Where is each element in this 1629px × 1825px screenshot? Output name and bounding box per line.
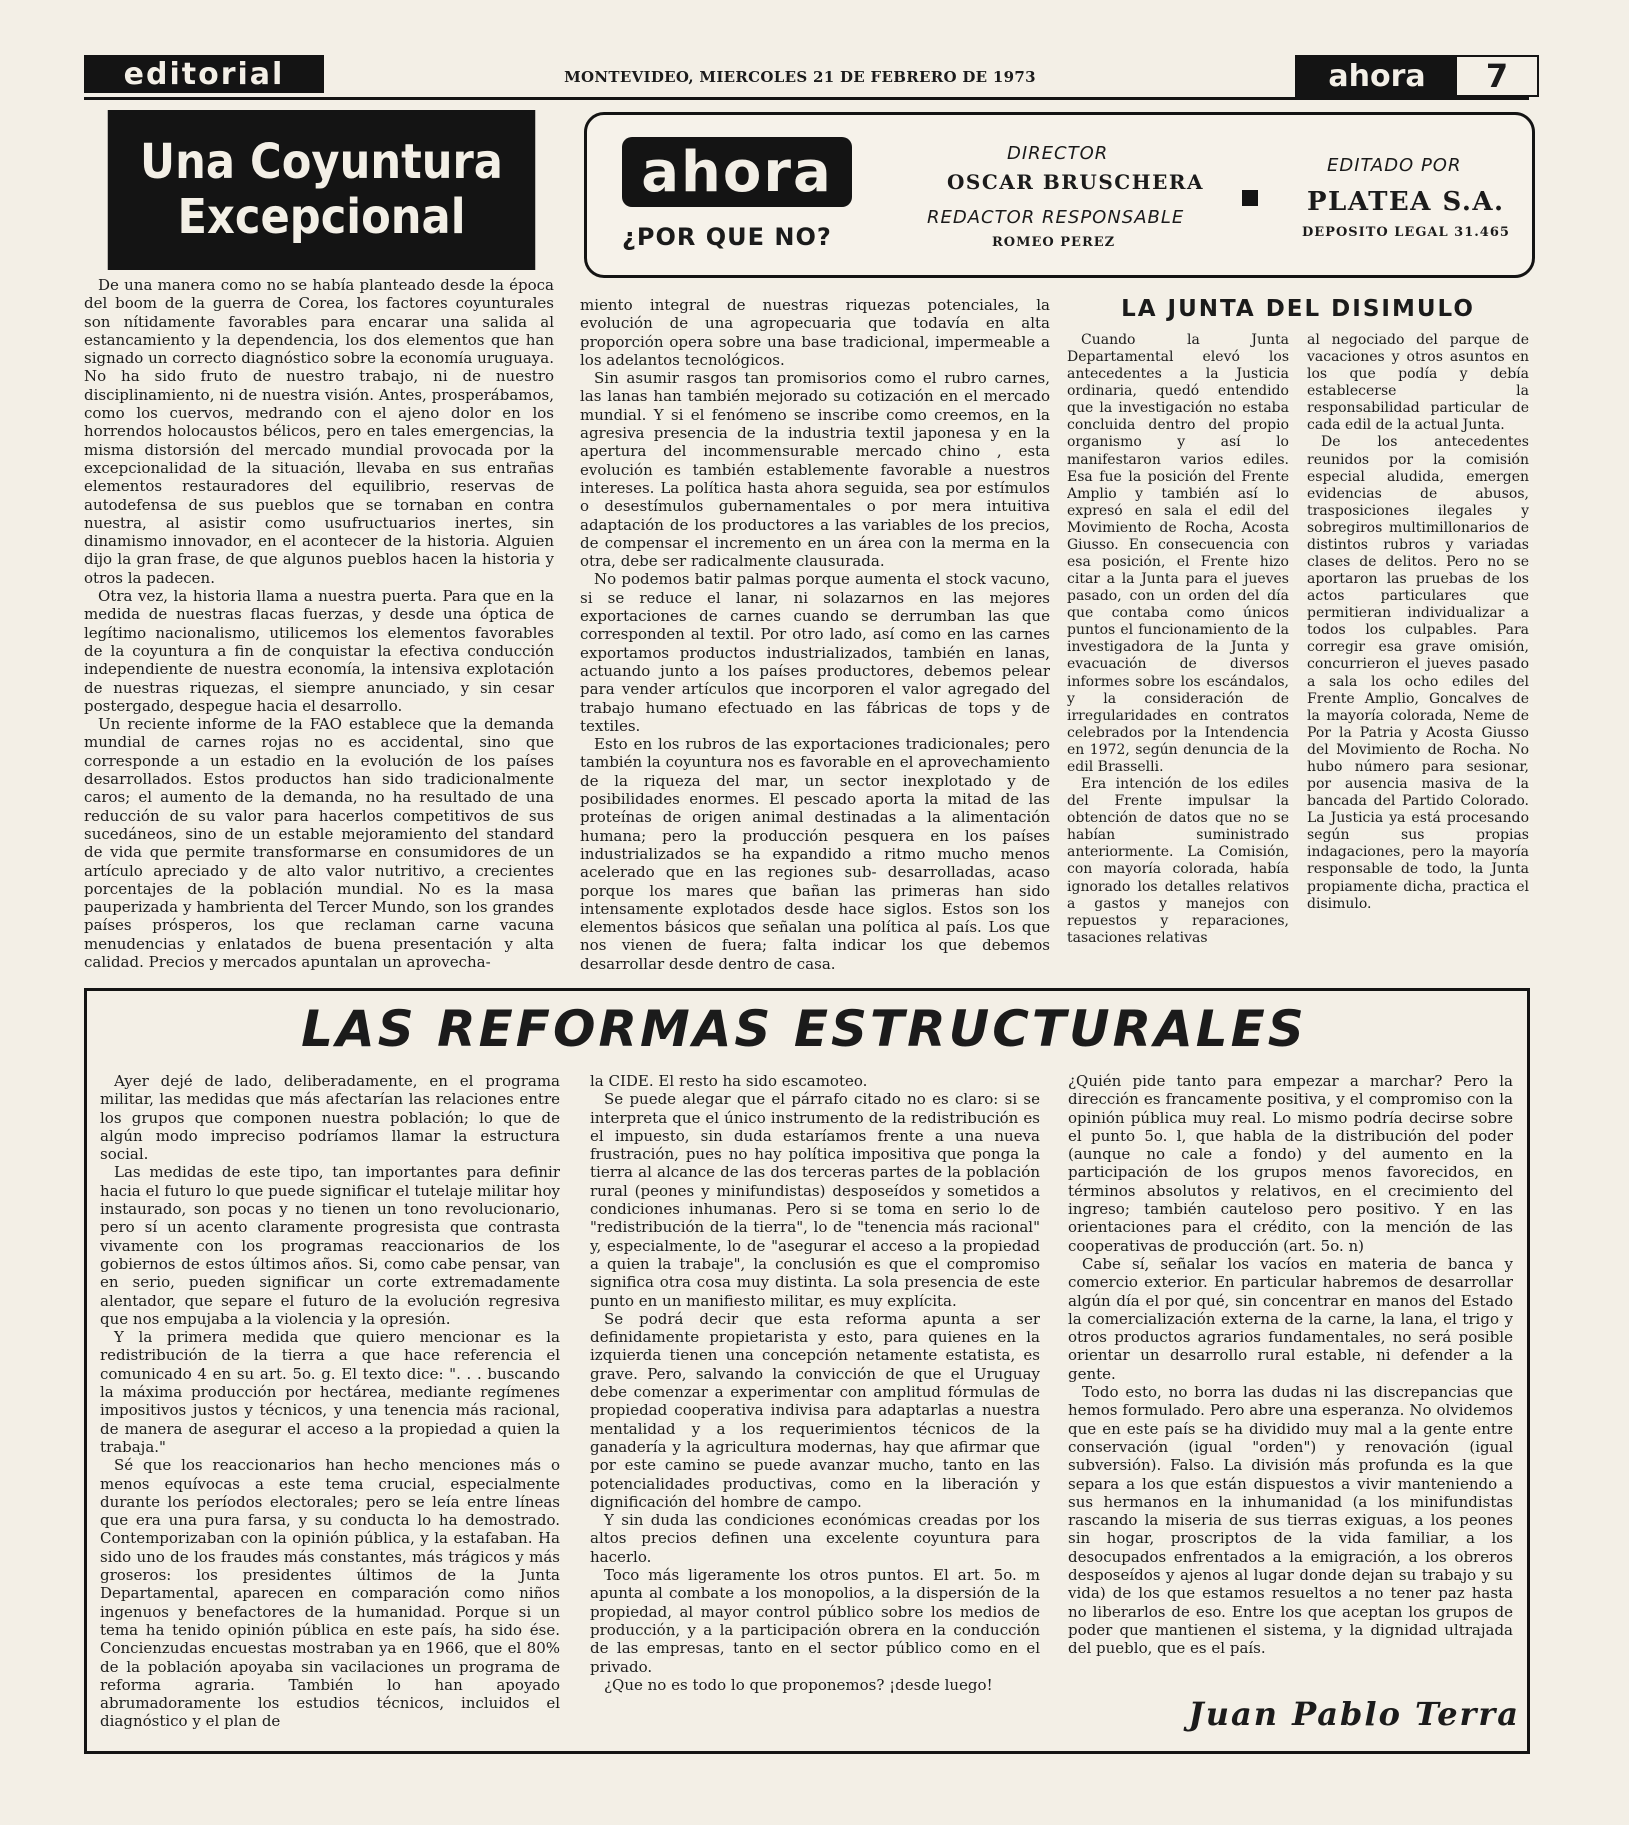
paragraph: Cabe sí, señalar los vacíos en materia de banca y comercio exterior. En particular habremos de desarrollar algún día el por qué, sin concentrar en manos del Estado la comercialización externa de la carne, la lana, el trigo y otros productos agrarios fundamentales, no será posible orientar un desarrollo rural estable, ni defender a la gente. [1068,1254,1513,1383]
paragraph: De los antecedentes reunidos por la comisión especial aludida, emergen evidencias de abusos, trasposiciones ilegales y sobregiros multimillonarios de distintos rubros y variadas clases de delitos. Pero no se aportaron las pruebas de los actos particulares que permitieran individualizar a todos los culpables. Para corregir esa grave omisión, concurrieron el jueves pasado a sala los ocho ediles del Frente Amplio, Goncalves de la mayoría colorada, Neme de Por la Patria y Acosta Giusso del Movimiento de Rocha. No hubo número para sesionar, por ausencia masiva de la bancada del Partido Colorado. La Justicia ya está procesando según sus propias indagaciones, pero la mayoría responsable de todo, la Junta propiamente dicha, practica el disimulo. [1307,434,1529,912]
paragraph: Toco más ligeramente los otros puntos. El art. 5o. m apunta al combate a los monopolios, a la dispersión de la propiedad, al mayor control público sobre los medios de producción, y a la participación obrera en la conducción de las empresas, tanto en el sector público como en el privado. [590,1566,1040,1676]
paragraph: Y sin duda las condiciones económicas creadas por los altos precios definen una excelente coyuntura para hacerlo. [590,1511,1040,1566]
paragraph: Se puede alegar que el párrafo citado no es claro: si se interpreta que el único instrumento de la redistribución es el impuesto, sin duda estaríamos frente a una nueva frustración, pues no hay política impositiva que ponga la tierra al alcance de las dos terceras partes de la población rural (peones y minifundistas) desposeídos y sometidos a condiciones inhumanas. Pero si se toma en serio lo de "redistribución de la tierra", lo de "tenencia más racional" y, especialmente, lo de "asegurar el acceso a la propiedad a quien la trabaje", la conclusión es que el compromiso significa otra cosa muy distinta. La sola presencia de este punto en un manifiesto militar, es muy explícita. [590,1090,1040,1310]
reformas-column-2 [590,1072,1040,1744]
paragraph: ¿Que no es todo lo que proponemos? ¡desde luego! [604,1675,993,1694]
sidebar-title: LA JUNTA DEL DISIMULO [1121,296,1475,322]
reformas-column-1 [100,1072,560,1744]
tagline: ¿POR QUE NO? [622,223,832,251]
paragraph: ¿Quién pide tanto para empezar a marchar? Pero la dirección es francamente positiva, y el compromiso con la opinión pública muy real. Lo mismo podría decirse sobre el punto 5o. l, que habla de la distribución del poder (aunque no cale a fondo) y del aumento en la participación de los grupos menos favorecidos, en términos absolutos y relativos, en el crecimiento del ingreso; también cauteloso pero positivo. Y en las orientaciones para el crédito, con la mención de las cooperativas de producción (art. 5o. n) [1068,1072,1513,1255]
section-label: editorial [84,55,324,93]
paragraph: la CIDE. El resto ha sido escamoteo. [590,1072,868,1090]
editado-name: PLATEA S.A. [1307,187,1505,217]
paragraph: Las medidas de este tipo, tan importantes para definir hacia el futuro lo que puede significar el tutelaje militar hoy instaurado, son pocas y no tienen un tono revolucionario, pero sí un acento claramente progresista que contrasta vivamente con los programas reaccionarios de los gobiernos de estos últimos años. Si, como cabe pensar, van en serio, pueden significar un corte extremadamente alentador, que separe el futuro de la evolución regresiva que nos empujaba a la violencia y la opresión. [100,1163,560,1328]
paragraph: Sin asumir rasgos tan promisorios como el rubro carnes, las lanas han también mejorado su cotización en el mercado mundial. Y si el fenómeno se inscribe como creemos, en la agresiva presencia de la industria textil japonesa y en la apertura del incommensurable mercado chino , esta evolución es también establemente favorable a nuestros intereses. La política hasta ahora seguida, sea por estímulos o desestímulos gubernamentales o por mera intuitiva adaptación de los productores a las variables de los precios, de compensar el incremento en un área con la merma en la otra, debe ser radicalmente clausurada. [580,369,1050,571]
paragraph: Sé que los reaccionarios han hecho menciones más o menos equívocas a este tema crucial, especialmente durante los períodos electorales; pero se leía entre líneas que era una pura farsa, y su conducta lo ha demostrado. Contemporizaban con la opinión pública, y la estafaban. Ha sido uno de los fraudes más constantes, más trágicos y más groseros: los presidentes últimos de la Junta Departamental, aparecen en comparación como niños ingenuos y benefactores de la humanidad. Porque si un tema ha tenido opinión pública en este país, ha sido ése. Concienzudas encuestas mostraban ya en 1966, que el 80% de la población apoyaba sin vacilaciones un programa de reforma agraria. También lo han apoyado abrumadoramente los estudios técnicos, incluidos el diagnóstico y el plan de [100,1456,560,1731]
brand-name: ahora [1297,57,1457,95]
paragraph: miento integral de nuestras riquezas potenciales, la evolución de una agropecuaria que todavía en alta proporción opera sobre una base tradicional, impermeable a los adelantos tecnológicos. [580,296,1050,369]
director-label: DIRECTOR [1007,143,1109,164]
sidebar-column-1 [1067,332,1289,982]
editorial-column-1 [84,276,554,981]
paragraph: Se podrá decir que esta reforma apunta a ser definidamente propietarista y esto, para quienes en la izquierda tienen una concepción netamente estatista, es grave. Pero, salvando la convicción de que el Uruguay debe comenzar a experimentar con amplitud fórmulas de propiedad cooperativa indivisa para adaptarlas a nuestra mentalidad y a los requerimientos técnicos de la ganadería y la agricultura modernas, hay que afirmar que por este camino se puede avanzar mucho, tanto en las potencialidades productivas, como en la liberación y dignificación del hombre de campo. [590,1309,1040,1511]
paragraph: Esto en los rubros de las exportaciones tradicionales; pero también la coyuntura nos es favorable en el aprovechamiento de la riqueza del mar, un sector inexplotado y de posibilidades enormes. El pescado aporta la mitad de las proteínas de origen animal destinadas a la alimentación humana; pero la producción pesquera en los países industrializados se ha expandido a ritmo mucho menos acelerado que en las regiones sub- desarrolladas, acaso porque los mares que bañan las primeras han sido intensamente explotados desde hace siglos. Estos son los elementos básicos que señalan una política al país. Los que nos vienen de fuera; falta indicar los que debemos desarrollar desde dentro de casa. [580,735,1050,973]
paragraph: Todo esto, no borra las dudas ni las discrepancias que hemos formulado. Pero abre una esperanza. No olvidemos que en este país se ha dividido muy mal a la gente entre conservación (igual "orden") y renovación (igual subversión). Falso. La división más profunda es la que separa a los que están dispuestos a vivir manteniendo a sus hermanos en la inhumanidad (a los minifundistas rascando la miseria de sus tierras exiguas, a los peones sin hogar, proscriptos de la vida familiar, a los desocupados enfrentados a la emigración, a los obreros desposeídos y ajenos al lugar donde dejan su trabajo y su vida) de los que estamos resueltos a no tener paz hasta no liberarlos de eso. Entre los que aceptan los grupos de poder que mantienen el sistema, y la dignidad ultrajada del pueblo, que es el país. [1068,1383,1513,1658]
paragraph: Y la primera medida que quiero mencionar es la redistribución de la tierra a que hace referencia el comunicado 4 en su art. 5o. g. El texto dice: ". . . buscando la máxima producción por hectárea, mediante regímenes impositivos justos y técnicos, y una tenencia más racional, de manera de asegurar el acceso a la propiedad a quien la trabaja." [100,1328,560,1456]
editorial-headline [108,110,536,270]
redactor-label: REDACTOR RESPONSABLE [927,207,1185,228]
top-rule [84,97,1529,100]
sidebar-column-2 [1307,332,1529,982]
paragraph: De una manera como no se había planteado desde la época del boom de la guerra de Corea, los factores coyunturales son nítidamente favorables para encarar una salida al estancamiento y la dependencia, los dos elementos que han signado un correcto diagnóstico sobre la economía uruguaya. No ha sido fruto de nuestro trabajo, ni de nuestro disciplinamiento, ni de nuestra visión. Antes, prosperábamos, como los cuervos, medrando con el ajeno dolor en los horrendos holocaustos bélicos, pero en tales emergencias, la misma distorsión del mercado mundial provocada por la excepcionalidad de la situación, llevaba en sus entrañas elementos restauradores del equilibrio, reservas de autodefensa de sus pueblos que se tornaban en contra nuestra, al asistir como usufructuarios inertes, sin dinamismo innovador, en el acontecer de la historia. Alguien dijo la gran frase, de que algunos pueblos hacen la historia y otros la padecen. [84,276,554,587]
headline-line-2: Excepcional [177,189,466,245]
deposito-legal: DEPOSITO LEGAL 31.465 [1302,225,1510,240]
headline-line-1: Una Coyuntura [140,133,503,190]
reformas-column-3 [1068,1072,1513,1692]
brand-page-box [1295,55,1539,97]
paragraph: Un reciente informe de la FAO establece que la demanda mundial de carnes rojas no es accidental, sino que corresponde a un estadio en la evolución de los países desarrollados. Estos productos han sido tradicionalmente caros; el aumento de la demanda, no ha resultado de una reducción de su valor para hacerlos competitivos de sus sucedáneos, sino de un estable mejoramiento del standard de vida que permite transformarse en consumidores de un artículo apreciado y de alto valor nutritivo, a crecientes porcentajes de la población mundial. No es la masa pauperizada y hambrienta del Tercer Mundo, son los grandes países prósperos, los que reclaman carne vacuna menudencias y enlatados de buena presentación y alta calidad. Precios y mercados apuntalan un aprovecha- [84,715,554,971]
editorial-column-2 [580,296,1050,981]
paragraph: Otra vez, la historia llama a nuestra puerta. Para que en la medida de nuestras flacas fuerzas, y desde una óptica de legítimo nacionalismo, utilicemos los elementos favorables de la coyuntura a fin de conquistar la efectiva conducción independiente de nuestra economía, la intensiva explotación de nuestras riquezas, el siempre anunciado, y sin cesar postergado, despegue hacia el desarrollo. [84,587,554,715]
paragraph: Ayer dejé de lado, deliberadamente, en el programa militar, las medidas que más afectarían las relaciones entre los grupos que componen nuestra población; lo que de algún modo impreciso podríamos llamar la estructura social. [100,1072,560,1164]
editado-label: EDITADO POR [1327,155,1462,176]
redactor-name: ROMEO PEREZ [992,235,1116,250]
reformas-title: LAS REFORMAS ESTRUCTURALES [301,1000,1307,1058]
bullet-square [1242,190,1258,206]
dateline: MONTEVIDEO, MIERCOLES 21 DE FEBRERO DE 1973 [564,68,1036,86]
paragraph: al negociado del parque de vacaciones y otros asuntos en los que podía y debía establecerse la responsabilidad particular de cada edil de la actual Junta. [1307,332,1529,434]
paragraph: Era intención de los ediles del Frente impulsar la obtención de datos que no se habían suministrado anteriormente. La Comisión, con mayoría colorada, había ignorado los detalles relativos a gastos y manejos con repuestos y reparaciones, tasaciones relativas [1067,776,1289,946]
page-number: 7 [1485,57,1509,95]
masthead [584,112,1535,278]
director-name: OSCAR BRUSCHERA [947,170,1204,194]
paragraph: No podemos batir palmas porque aumenta el stock vacuno, si se reduce el lanar, ni solazarnos en las mejores exportaciones de carnes cuando se derrumban las que corresponden al textil. Por otro lado, así como en las carnes exportamos productos industrializados, también en lanas, actuando junto a los países productores, debemos pelear para vender artículos que incorporen el valor agregado del trabajo humano efectuado en las fábricas de tops y de textiles. [580,570,1050,735]
paragraph: Cuando la Junta Departamental elevó los antecedentes a la Justicia ordinaria, quedó entendido que la investigación no estaba concluida dentro del propio organismo y así lo manifestaron varios ediles. Esa fue la posición del Frente Amplio y también así lo expresó en sala el edil del Movimiento de Rocha, Acosta Giusso. En consecuencia con esa posición, el Frente hizo citar a la Junta para el jueves pasado, con un orden del día que contaba como únicos puntos el funcionamiento de la investigadora de la Junta y evacuación de diversos informes sobre los escándalos, y la consideración de irregularidades en contratos celebrados por la Intendencia en 1972, según denuncia de la edil Brasselli. [1067,332,1289,775]
ahora-logo: ahora [622,137,852,207]
author-signature: Juan Pablo Terra [1188,1695,1520,1733]
